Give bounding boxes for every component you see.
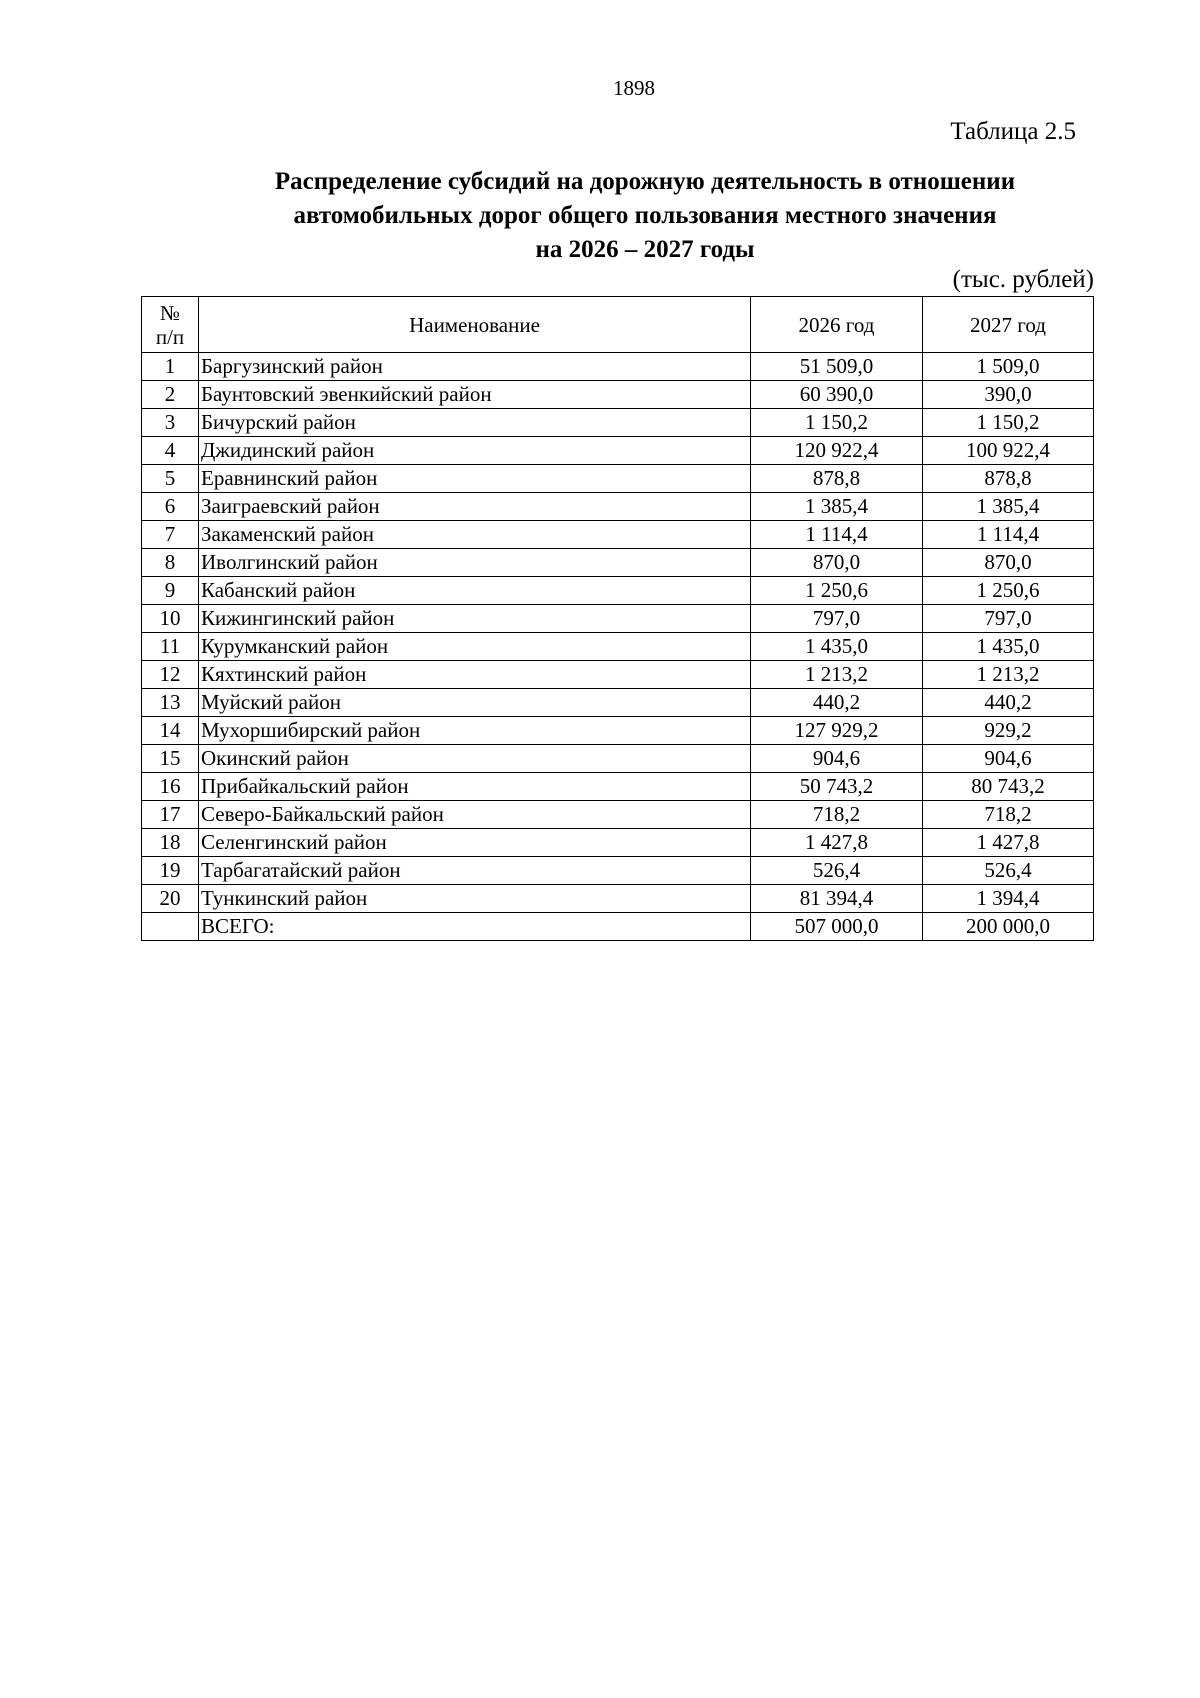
row-2026: 127 929,2 <box>751 717 923 745</box>
title-line-1: Распределение субсидий на дорожную деятельность в отношении <box>274 168 1016 195</box>
table-row <box>142 521 1094 549</box>
table-row <box>142 661 1094 689</box>
table-row <box>142 857 1094 885</box>
row-2027: 526,4 <box>923 857 1094 885</box>
row-num: 3 <box>142 409 199 437</box>
row-2026: 870,0 <box>751 549 923 577</box>
table-label: Таблица 2.5 <box>950 118 1076 145</box>
row-2026: 1 427,8 <box>751 829 923 857</box>
row-name: Северо-Байкальский район <box>199 801 751 829</box>
table-row <box>142 577 1094 605</box>
row-2027: 929,2 <box>923 717 1094 745</box>
table-row <box>142 549 1094 577</box>
row-num: 11 <box>142 633 199 661</box>
row-name: Кижингинский район <box>199 605 751 633</box>
table-row <box>142 437 1094 465</box>
row-num: 5 <box>142 465 199 493</box>
table-row <box>142 773 1094 801</box>
row-name: Тарбагатайский район <box>199 857 751 885</box>
subsidies-table <box>141 296 1094 941</box>
row-2027: 1 213,2 <box>923 661 1094 689</box>
total-row <box>142 913 1094 941</box>
row-num: 12 <box>142 661 199 689</box>
row-name: Селенгинский район <box>199 829 751 857</box>
row-2026: 718,2 <box>751 801 923 829</box>
row-num: 17 <box>142 801 199 829</box>
table-row <box>142 801 1094 829</box>
table-row <box>142 885 1094 913</box>
table-row <box>142 633 1094 661</box>
row-2026: 440,2 <box>751 689 923 717</box>
row-2026: 50 743,2 <box>751 773 923 801</box>
row-num: 13 <box>142 689 199 717</box>
row-name: Прибайкальский район <box>199 773 751 801</box>
row-name: Кабанский район <box>199 577 751 605</box>
row-2026: 51 509,0 <box>751 353 923 381</box>
row-2027: 797,0 <box>923 605 1094 633</box>
table-footer <box>142 913 1094 941</box>
row-2027: 80 743,2 <box>923 773 1094 801</box>
header-num <box>142 297 199 353</box>
table-row <box>142 689 1094 717</box>
row-2026: 1 435,0 <box>751 633 923 661</box>
row-2027: 1 509,0 <box>923 353 1094 381</box>
row-num: 19 <box>142 857 199 885</box>
row-name: Еравнинский район <box>199 465 751 493</box>
row-num: 14 <box>142 717 199 745</box>
page-number: 1898 <box>613 76 655 100</box>
row-2027: 878,8 <box>923 465 1094 493</box>
row-2027: 1 150,2 <box>923 409 1094 437</box>
total-2026: 507 000,0 <box>751 913 923 941</box>
row-2027: 718,2 <box>923 801 1094 829</box>
row-name: Джидинский район <box>199 437 751 465</box>
row-num: 1 <box>142 353 199 381</box>
row-name: Баунтовский эвенкийский район <box>199 381 751 409</box>
row-name: Мухоршибирский район <box>199 717 751 745</box>
table-row <box>142 381 1094 409</box>
table-header <box>142 297 1094 353</box>
table-row <box>142 717 1094 745</box>
table-row <box>142 493 1094 521</box>
row-name: Бичурский район <box>199 409 751 437</box>
row-num: 4 <box>142 437 199 465</box>
row-name: Закаменский район <box>199 521 751 549</box>
row-name: Тункинский район <box>199 885 751 913</box>
row-name: Кяхтинский район <box>199 661 751 689</box>
table-row <box>142 829 1094 857</box>
row-num: 8 <box>142 549 199 577</box>
header-name: Наименование <box>199 297 751 353</box>
row-2026: 120 922,4 <box>751 437 923 465</box>
row-2027: 904,6 <box>923 745 1094 773</box>
row-num: 20 <box>142 885 199 913</box>
table-row <box>142 465 1094 493</box>
table-row <box>142 409 1094 437</box>
row-num: 6 <box>142 493 199 521</box>
row-2026: 1 213,2 <box>751 661 923 689</box>
row-2026: 60 390,0 <box>751 381 923 409</box>
row-2027: 1 114,4 <box>923 521 1094 549</box>
total-label: ВСЕГО: <box>199 913 751 941</box>
row-2027: 1 385,4 <box>923 493 1094 521</box>
row-2026: 1 385,4 <box>751 493 923 521</box>
row-num: 2 <box>142 381 199 409</box>
row-2027: 100 922,4 <box>923 437 1094 465</box>
row-2027: 1 427,8 <box>923 829 1094 857</box>
units-label: (тыс. рублей) <box>952 266 1094 293</box>
table-row <box>142 605 1094 633</box>
title-line-2: автомобильных дорог общего пользования местного значения <box>293 202 997 229</box>
header-num-line1: № <box>159 300 181 325</box>
row-2027: 390,0 <box>923 381 1094 409</box>
row-num: 15 <box>142 745 199 773</box>
row-2026: 1 114,4 <box>751 521 923 549</box>
header-row <box>142 297 1094 353</box>
row-2026: 878,8 <box>751 465 923 493</box>
total-num <box>142 913 199 941</box>
row-num: 16 <box>142 773 199 801</box>
row-2026: 1 150,2 <box>751 409 923 437</box>
row-2027: 1 250,6 <box>923 577 1094 605</box>
header-2026: 2026 год <box>751 297 923 353</box>
row-2026: 797,0 <box>751 605 923 633</box>
table-body <box>142 353 1094 913</box>
row-2026: 1 250,6 <box>751 577 923 605</box>
row-name: Муйский район <box>199 689 751 717</box>
row-name: Курумканский район <box>199 633 751 661</box>
row-2026: 81 394,4 <box>751 885 923 913</box>
row-name: Баргузинский район <box>199 353 751 381</box>
row-2026: 904,6 <box>751 745 923 773</box>
row-num: 18 <box>142 829 199 857</box>
total-2027: 200 000,0 <box>923 913 1094 941</box>
row-2027: 440,2 <box>923 689 1094 717</box>
row-name: Окинский район <box>199 745 751 773</box>
row-2027: 870,0 <box>923 549 1094 577</box>
row-name: Заиграевский район <box>199 493 751 521</box>
row-num: 9 <box>142 577 199 605</box>
row-num: 10 <box>142 605 199 633</box>
header-2027: 2027 год <box>923 297 1094 353</box>
document-title <box>150 165 1140 267</box>
row-2027: 1 394,4 <box>923 885 1094 913</box>
table-row <box>142 745 1094 773</box>
row-num: 7 <box>142 521 199 549</box>
row-2027: 1 435,0 <box>923 633 1094 661</box>
table-row <box>142 353 1094 381</box>
header-num-line2: п/п <box>155 324 185 349</box>
title-line-3: на 2026 – 2027 годы <box>535 236 755 263</box>
row-2026: 526,4 <box>751 857 923 885</box>
row-name: Иволгинский район <box>199 549 751 577</box>
